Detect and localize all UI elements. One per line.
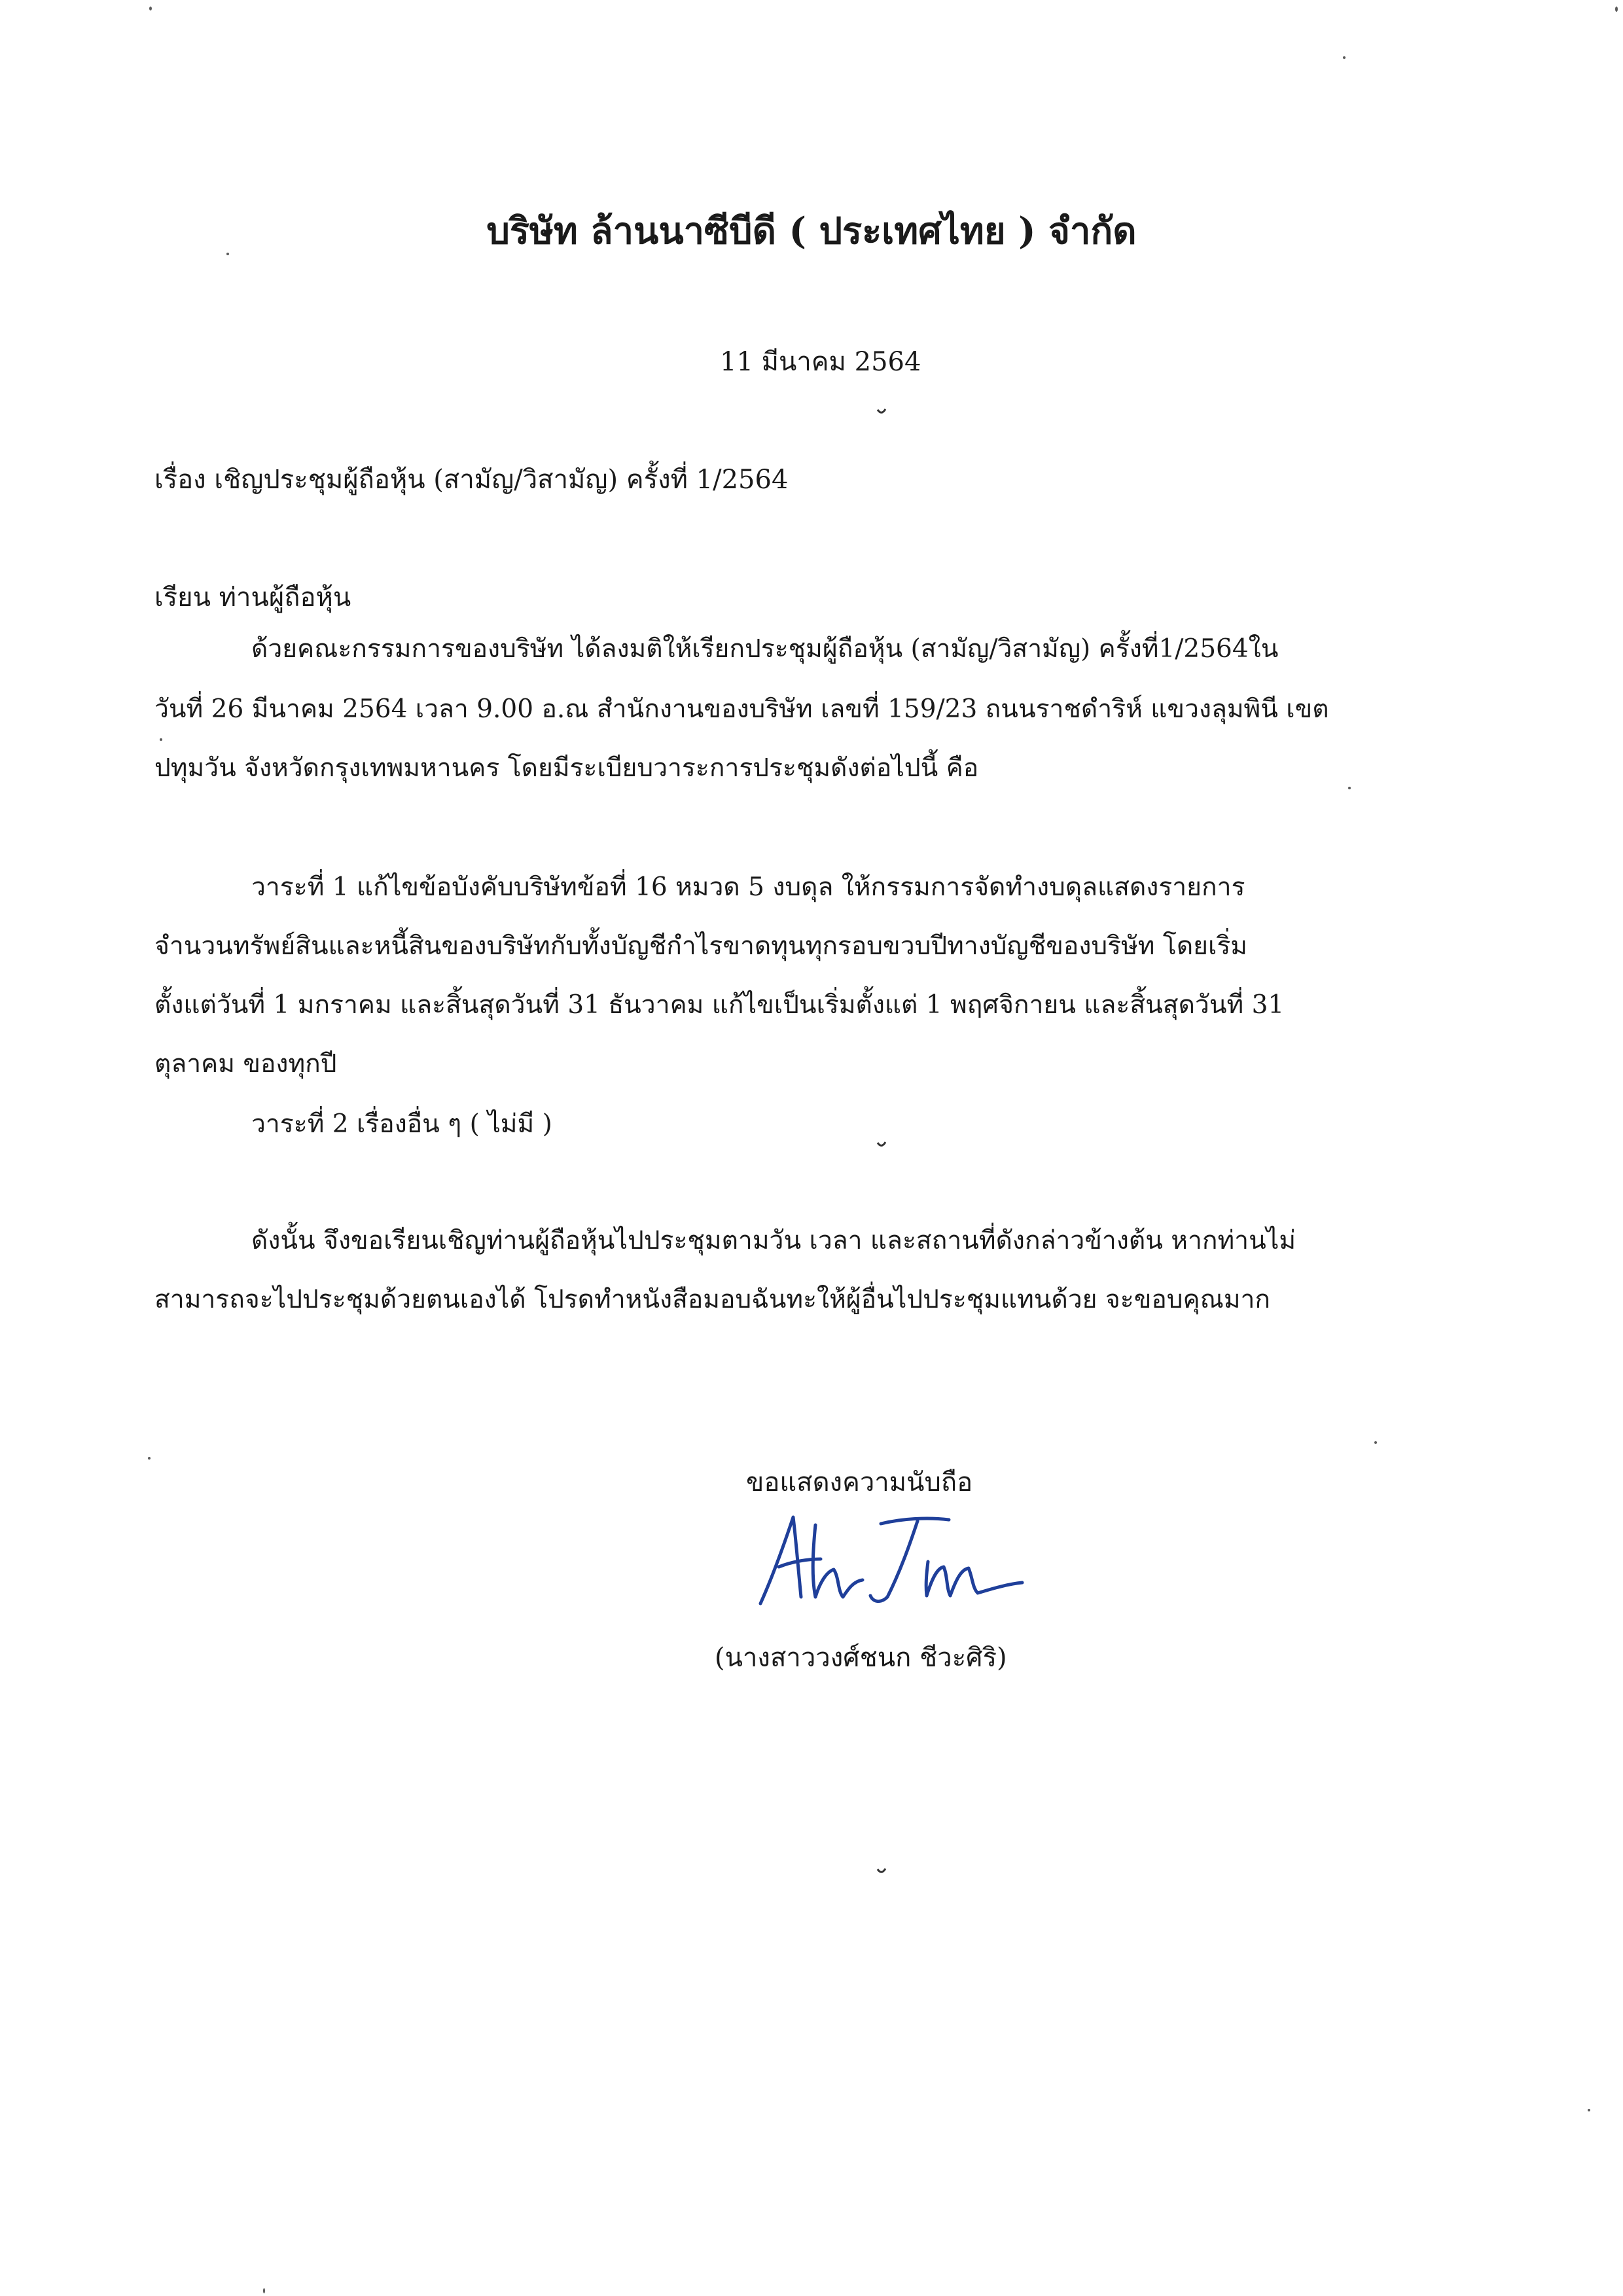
paragraph1-line: ด้วยคณะกรรมการของบริษัท ได้ลงมติให้เรียกประชุมผู้ถือหุ้น (สามัญ/วิสามัญ) ครั้งที่1/2564ใน (251, 634, 1279, 664)
agenda1-line: ตุลาคม ของทุกปี (154, 1049, 337, 1079)
paragraph2-line: สามารถจะไปประชุมด้วยตนเองได้ โปรดทำหนังสือมอบฉันทะให้ผู้อื่นไปประชุมแทนด้วย จะขอบคุณมาก (154, 1285, 1271, 1314)
agenda1-line: ตั้งแต่วันที่ 1 มกราคม และสิ้นสุดวันที่ 31 ธันวาคม แก้ไขเป็นเริ่มตั้งแต่ 1 พฤศจิกายน และสิ้นสุดวันที่ 31 (154, 990, 1285, 1020)
paragraph1-line: ปทุมวัน จังหวัดกรุงเทพมหานคร โดยมีระเบียบวาระการประชุมดังต่อไปนี้ คือ (154, 753, 979, 783)
scan-speck (160, 738, 162, 741)
scan-speck (1615, 7, 1618, 12)
scan-speck (148, 1457, 151, 1460)
scan-mark (877, 1868, 886, 1874)
scan-speck (1588, 2109, 1590, 2111)
letter-date: 11 มีนาคม 2564 (720, 347, 921, 377)
scan-mark (877, 408, 886, 415)
agenda2-line: วาระที่ 2 เรื่องอื่น ๆ ( ไม่มี ) (251, 1109, 552, 1139)
scan-speck (226, 253, 229, 255)
scan-speck (263, 2288, 265, 2293)
agenda1-line: วาระที่ 1 แก้ไขข้อบังคับบริษัทข้อที่ 16 หมวด 5 งบดุล ให้กรรมการจัดทำงบดุลแสดงรายการ (251, 872, 1245, 902)
paragraph2-line: ดังนั้น จึงขอเรียนเชิญท่านผู้ถือหุ้นไปประชุมตามวัน เวลา และสถานที่ดังกล่าวข้างต้น หากท่านไม่ (251, 1226, 1296, 1255)
closing-phrase: ขอแสดงความนับถือ (746, 1467, 973, 1498)
letter-salutation: เรียน ท่านผู้ถือหุ้น (154, 583, 351, 613)
company-title: บริษัท ล้านนาซีบีดี ( ประเทศไทย ) จำกัด (486, 209, 1137, 253)
scan-speck (1343, 56, 1346, 59)
scan-speck (1374, 1441, 1377, 1444)
scan-speck (149, 7, 152, 10)
paragraph1-line: วันที่ 26 มีนาคม 2564 เวลา 9.00 อ.ณ สำนักงานของบริษัท เลขที่ 159/23 ถนนราชดำริห์ แขวงลุมพินี เขต (154, 694, 1329, 724)
scan-speck (1348, 787, 1351, 789)
scan-mark (877, 1141, 886, 1148)
handwritten-signature (753, 1499, 1027, 1610)
letter-subject: เรื่อง เชิญประชุมผู้ถือหุ้น (สามัญ/วิสามัญ) ครั้งที่ 1/2564 (154, 465, 789, 495)
agenda1-line: จำนวนทรัพย์สินและหนี้สินของบริษัทกับทั้งบัญชีกำไรขาดทุนทุกรอบขวบปีทางบัญชีของบริษัท โดยเริ่ม (154, 931, 1247, 961)
signer-name: (นางสาววงศ์ชนก ชีวะศิริ) (715, 1643, 1007, 1673)
